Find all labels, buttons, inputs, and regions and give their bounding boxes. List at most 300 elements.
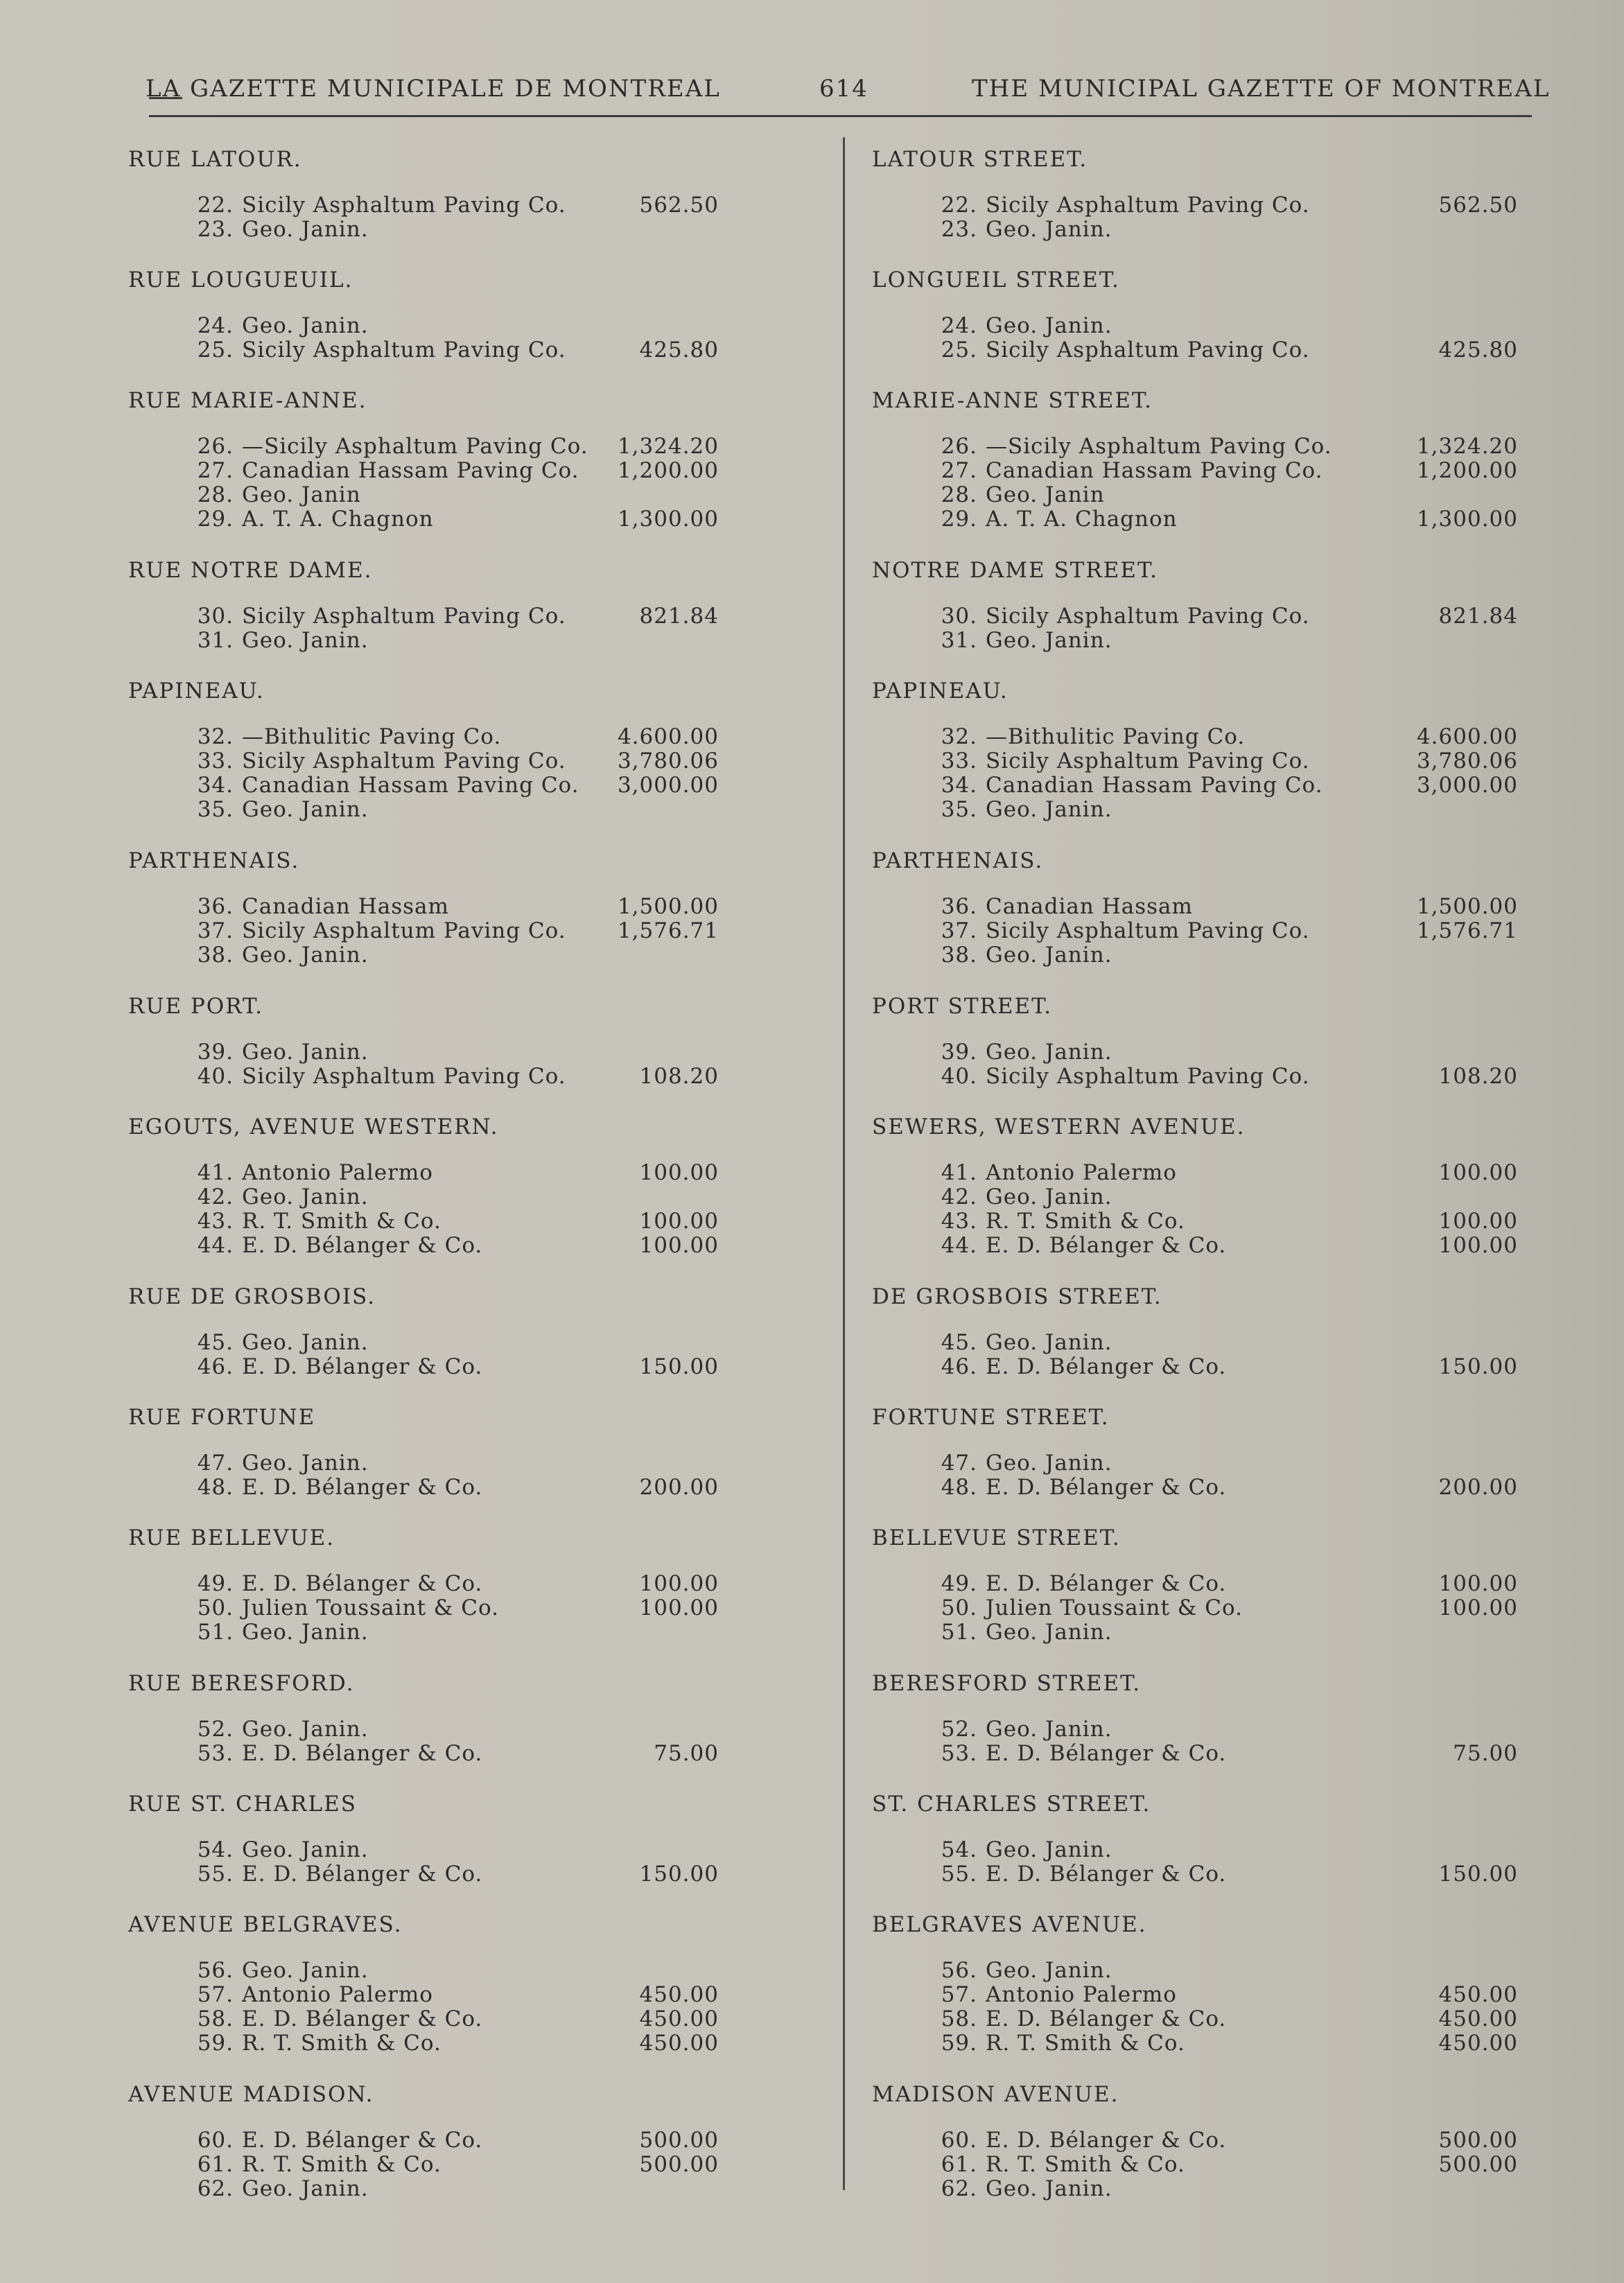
section: [128, 1397, 821, 1517]
tender-number: 62.: [941, 2176, 977, 2201]
tender-number: 22.: [941, 193, 977, 218]
section: [128, 1904, 821, 2074]
tender-row: [922, 2128, 1573, 2152]
tender-amount: 821.84: [639, 604, 719, 629]
tenderer-name: Antonio Palermo: [242, 1982, 433, 2007]
section: [128, 986, 821, 1106]
tenderer-name: R. T. Smith & Co.: [242, 2031, 442, 2056]
tender-number: 54.: [197, 1837, 234, 1862]
tender-amount: 3,000.00: [1416, 773, 1518, 798]
tenderer-name: E. D. Bélanger & Co.: [242, 1741, 483, 1766]
tender-row: [922, 1717, 1573, 1741]
tender-number: 39.: [941, 1040, 977, 1065]
tenderer-name: Geo. Janin.: [986, 628, 1112, 653]
tender-amount: 108.20: [639, 1064, 719, 1089]
tenderer-name: Canadian Hassam Paving Co.: [986, 773, 1323, 798]
tenderer-name: Geo. Janin.: [242, 1837, 369, 1862]
tenderer-name: Antonio Palermo: [986, 1160, 1177, 1185]
tender-number: 38.: [197, 943, 234, 968]
tender-row: [922, 1064, 1573, 1088]
tender-list: [178, 1837, 830, 1886]
tenderer-name: Geo. Janin.: [242, 1330, 369, 1355]
tender-number: 49.: [941, 1571, 977, 1596]
section: [872, 840, 1565, 986]
tender-row: [922, 338, 1573, 362]
french-column: [128, 139, 821, 2219]
tender-number: 52.: [197, 1717, 234, 1742]
tender-row: [178, 1451, 830, 1475]
tender-row: [178, 1184, 830, 1209]
tender-row: [922, 1040, 1573, 1064]
tender-row: [922, 918, 1573, 943]
tenderer-name: Geo. Janin.: [986, 1837, 1112, 1862]
tender-number: 58.: [197, 2006, 234, 2031]
section-title: MARIE-ANNE STREET.: [872, 388, 1153, 413]
section: [128, 840, 821, 986]
tender-number: 48.: [197, 1475, 234, 1500]
tender-list: [922, 1717, 1573, 1765]
tender-row: [178, 1862, 830, 1886]
tender-row: [178, 507, 830, 531]
tender-row: [178, 918, 830, 943]
tender-number: 22.: [197, 193, 234, 218]
tender-row: [922, 724, 1573, 749]
section-title: ST. CHARLES STREET.: [872, 1792, 1151, 1817]
tender-number: 31.: [941, 628, 977, 653]
tender-amount: 100.00: [639, 1595, 719, 1620]
tender-amount: 500.00: [639, 2128, 719, 2153]
tender-list: [922, 724, 1573, 821]
tender-row: [922, 1958, 1573, 1982]
tender-amount: 425.80: [1438, 338, 1518, 362]
tenderer-name: —Sicily Asphaltum Paving Co.: [242, 434, 588, 459]
tender-number: 29.: [197, 507, 234, 532]
tenderer-name: Geo. Janin.: [242, 2176, 369, 2201]
tender-list: [178, 434, 830, 531]
tenderer-name: Geo. Janin.: [986, 1040, 1112, 1065]
tender-list: [178, 193, 830, 241]
tenderer-name: R. T. Smith & Co.: [986, 2031, 1185, 2056]
tender-list: [178, 604, 830, 652]
tenderer-name: Geo. Janin: [242, 482, 361, 507]
tender-amount: 150.00: [639, 1862, 719, 1887]
tender-amount: 100.00: [1438, 1571, 1518, 1596]
tender-row: [178, 458, 830, 482]
section-title: BERESFORD STREET.: [872, 1671, 1142, 1696]
tender-row: [922, 1741, 1573, 1765]
tender-row: [922, 773, 1573, 797]
tenderer-name: Julien Toussaint & Co.: [986, 1595, 1243, 1620]
tender-number: 54.: [941, 1837, 977, 1862]
tender-amount: 1,200.00: [617, 458, 719, 483]
section-title: RUE BELLEVUE.: [128, 1525, 335, 1550]
tender-amount: 100.00: [1438, 1160, 1518, 1185]
page-number: 614: [819, 75, 868, 103]
section: [872, 1397, 1565, 1517]
tender-list: [178, 313, 830, 362]
tender-number: 49.: [197, 1571, 234, 1596]
tender-row: [922, 2031, 1573, 2055]
tenderer-name: Geo. Janin.: [986, 943, 1112, 968]
tender-row: [922, 1330, 1573, 1354]
section-title: RUE NOTRE DAME.: [128, 558, 373, 583]
tenderer-name: Geo. Janin: [986, 482, 1105, 507]
tender-number: 42.: [197, 1184, 234, 1209]
tender-number: 30.: [941, 604, 977, 629]
tender-amount: 150.00: [1438, 1862, 1518, 1887]
tender-row: [922, 313, 1573, 338]
tender-amount: 100.00: [639, 1233, 719, 1258]
tenderer-name: E. D. Bélanger & Co.: [242, 1862, 483, 1887]
section-title: RUE DE GROSBOIS.: [128, 1284, 376, 1309]
tenderer-name: E. D. Bélanger & Co.: [986, 1571, 1227, 1596]
tender-row: [922, 1209, 1573, 1233]
tenderer-name: Sicily Asphaltum Paving Co.: [986, 338, 1310, 362]
tenderer-name: Canadian Hassam Paving Co.: [242, 458, 579, 483]
tender-amount: 200.00: [1438, 1475, 1518, 1500]
tenderer-name: Geo. Janin.: [242, 1184, 369, 1209]
tender-row: [178, 1741, 830, 1765]
tenderer-name: Geo. Janin.: [986, 797, 1112, 822]
tenderer-name: Geo. Janin.: [986, 1620, 1112, 1645]
tender-amount: 100.00: [1438, 1233, 1518, 1258]
section: [128, 139, 821, 259]
tender-amount: 100.00: [639, 1571, 719, 1596]
tender-list: [922, 1837, 1573, 1886]
tender-number: 36.: [941, 894, 977, 919]
tender-number: 51.: [197, 1620, 234, 1645]
tender-amount: 150.00: [639, 1354, 719, 1379]
tender-amount: 100.00: [1438, 1595, 1518, 1620]
tender-number: 37.: [197, 918, 234, 943]
section-title: RUE LOUGUEUIL.: [128, 268, 353, 292]
tenderer-name: Geo. Janin.: [242, 1040, 369, 1065]
tenderer-name: E. D. Bélanger & Co.: [242, 1475, 483, 1500]
tenderer-name: E. D. Bélanger & Co.: [986, 1233, 1227, 1258]
tender-row: [178, 1233, 830, 1257]
tender-number: 25.: [941, 338, 977, 362]
section-title: AVENUE MADISON.: [128, 2082, 374, 2107]
tender-list: [178, 1330, 830, 1379]
tender-amount: 75.00: [654, 1741, 719, 1766]
tender-amount: 1,500.00: [1416, 894, 1518, 919]
tender-list: [922, 1958, 1573, 2055]
tenderer-name: Canadian Hassam: [242, 894, 449, 919]
tender-number: 41.: [941, 1160, 977, 1185]
tender-amount: 1,576.71: [617, 918, 719, 943]
tender-number: 51.: [941, 1620, 977, 1645]
tender-row: [922, 2176, 1573, 2201]
section: [872, 1276, 1565, 1397]
section-title: MADISON AVENUE.: [872, 2082, 1119, 2107]
tender-amount: 100.00: [639, 1209, 719, 1234]
tender-row: [178, 2128, 830, 2152]
tender-amount: 200.00: [639, 1475, 719, 1500]
tender-number: 56.: [197, 1958, 234, 1983]
section: [872, 986, 1565, 1106]
tender-amount: 3,780.06: [617, 749, 719, 773]
tender-number: 61.: [941, 2152, 977, 2177]
tender-list: [178, 1958, 830, 2055]
tender-row: [178, 943, 830, 967]
section: [872, 1783, 1565, 1904]
tender-number: 52.: [941, 1717, 977, 1742]
section: [128, 550, 821, 670]
tender-row: [178, 749, 830, 773]
tenderer-name: —Bithulitic Paving Co.: [986, 724, 1246, 749]
section-title: SEWERS, WESTERN AVENUE.: [872, 1114, 1246, 1139]
tenderer-name: E. D. Bélanger & Co.: [986, 1354, 1227, 1379]
tender-list: [178, 1571, 830, 1644]
tender-number: 24.: [941, 313, 977, 338]
tenderer-name: Sicily Asphaltum Paving Co.: [986, 604, 1310, 629]
tenderer-name: Geo. Janin.: [242, 1451, 369, 1476]
tender-row: [178, 1209, 830, 1233]
tenderer-name: Geo. Janin.: [242, 313, 369, 338]
tender-amount: 108.20: [1438, 1064, 1518, 1089]
tender-row: [178, 2176, 830, 2201]
tenderer-name: Sicily Asphaltum Paving Co.: [242, 749, 566, 773]
section-title: AVENUE BELGRAVES.: [128, 1912, 403, 1937]
tenderer-name: Sicily Asphaltum Paving Co.: [242, 193, 566, 218]
tender-row: [178, 2152, 830, 2176]
tender-number: 48.: [941, 1475, 977, 1500]
tender-row: [922, 604, 1573, 628]
tenderer-name: Geo. Janin.: [986, 1184, 1112, 1209]
section: [872, 380, 1565, 550]
tenderer-name: R. T. Smith & Co.: [242, 1209, 442, 1234]
tender-number: 60.: [941, 2128, 977, 2153]
tenderer-name: Geo. Janin.: [986, 217, 1112, 242]
tender-list: [922, 1160, 1573, 1257]
tenderer-name: Sicily Asphaltum Paving Co.: [986, 1064, 1310, 1089]
tender-number: 33.: [941, 749, 977, 773]
tender-row: [178, 338, 830, 362]
header-rule: [149, 115, 1532, 117]
tenderer-name: Sicily Asphaltum Paving Co.: [986, 193, 1310, 218]
section: [872, 1517, 1565, 1663]
tender-row: [178, 773, 830, 797]
tender-number: 40.: [197, 1064, 234, 1089]
tender-row: [178, 894, 830, 918]
tenderer-name: Antonio Palermo: [986, 1982, 1177, 2007]
tender-number: 45.: [197, 1330, 234, 1355]
tender-row: [922, 1862, 1573, 1886]
tenderer-name: Geo. Janin.: [986, 1958, 1112, 1983]
tender-list: [922, 1451, 1573, 1499]
tender-amount: 450.00: [639, 1982, 719, 2007]
tender-row: [922, 1160, 1573, 1184]
tenderer-name: R. T. Smith & Co.: [986, 1209, 1185, 1234]
tender-number: 57.: [197, 1982, 234, 2007]
tender-row: [922, 1837, 1573, 1862]
tenderer-name: Canadian Hassam Paving Co.: [242, 773, 579, 798]
tender-amount: 4.600.00: [1416, 724, 1518, 749]
tender-amount: 1,500.00: [617, 894, 719, 919]
section: [128, 1276, 821, 1397]
tender-list: [178, 1160, 830, 1257]
section-title: EGOUTS, AVENUE WESTERN.: [128, 1114, 499, 1139]
tender-number: 57.: [941, 1982, 977, 2007]
tender-number: 60.: [197, 2128, 234, 2153]
tender-number: 53.: [941, 1741, 977, 1766]
tender-row: [922, 1233, 1573, 1257]
tender-amount: 500.00: [1438, 2128, 1518, 2153]
tender-number: 24.: [197, 313, 234, 338]
tender-amount: 500.00: [639, 2152, 719, 2177]
tender-row: [178, 1330, 830, 1354]
tender-number: 35.: [197, 797, 234, 822]
tender-row: [922, 1475, 1573, 1499]
tender-row: [178, 193, 830, 217]
tender-number: 38.: [941, 943, 977, 968]
tenderer-name: E. D. Bélanger & Co.: [986, 2128, 1227, 2153]
tender-row: [922, 749, 1573, 773]
tender-number: 62.: [197, 2176, 234, 2201]
tender-number: 26.: [197, 434, 234, 459]
tender-list: [922, 193, 1573, 241]
section: [872, 259, 1565, 380]
tender-number: 53.: [197, 1741, 234, 1766]
tender-row: [922, 1595, 1573, 1620]
tenderer-name: Sicily Asphaltum Paving Co.: [986, 918, 1310, 943]
tender-row: [922, 2006, 1573, 2031]
tender-list: [922, 1040, 1573, 1088]
tenderer-name: Geo. Janin.: [242, 1717, 369, 1742]
tender-amount: 562.50: [1438, 193, 1518, 218]
tender-list: [922, 604, 1573, 652]
tender-row: [922, 2152, 1573, 2176]
section: [128, 1663, 821, 1783]
tender-list: [922, 434, 1573, 531]
section-title: NOTRE DAME STREET.: [872, 558, 1158, 583]
tenderer-name: R. T. Smith & Co.: [986, 2152, 1185, 2177]
section: [128, 259, 821, 380]
tenderer-name: A. T. A. Chagnon: [986, 507, 1178, 532]
tender-row: [178, 604, 830, 628]
tender-number: 25.: [197, 338, 234, 362]
tender-amount: 1,300.00: [1416, 507, 1518, 532]
tender-amount: 821.84: [1438, 604, 1518, 629]
tender-number: 55.: [197, 1862, 234, 1887]
section: [872, 550, 1565, 670]
section: [872, 1904, 1565, 2074]
tender-number: 55.: [941, 1862, 977, 1887]
tender-amount: 562.50: [639, 193, 719, 218]
tender-amount: 450.00: [639, 2031, 719, 2056]
tenderer-name: Geo. Janin.: [242, 797, 369, 822]
tender-number: 61.: [197, 2152, 234, 2177]
tender-number: 34.: [941, 773, 977, 798]
section-title: DE GROSBOIS STREET.: [872, 1284, 1162, 1309]
tenderer-name: Julien Toussaint & Co.: [242, 1595, 499, 1620]
tender-row: [922, 482, 1573, 507]
english-column: [872, 139, 1565, 2219]
tender-row: [178, 797, 830, 821]
tender-amount: 1,576.71: [1416, 918, 1518, 943]
section-title: PARTHENAIS.: [128, 848, 300, 873]
tenderer-name: E. D. Bélanger & Co.: [986, 1475, 1227, 1500]
tender-row: [178, 2006, 830, 2031]
tender-row: [178, 2031, 830, 2055]
tender-number: 50.: [941, 1595, 977, 1620]
tender-row: [922, 1982, 1573, 2006]
section: [872, 2074, 1565, 2219]
tender-number: 36.: [197, 894, 234, 919]
tender-list: [178, 1717, 830, 1765]
header-english-title: THE MUNICIPAL GAZETTE OF MONTREAL: [972, 75, 1551, 103]
section: [128, 1783, 821, 1904]
tenderer-name: Canadian Hassam Paving Co.: [986, 458, 1323, 483]
tender-number: 42.: [941, 1184, 977, 1209]
tender-amount: 450.00: [1438, 1982, 1518, 2007]
tender-list: [178, 1040, 830, 1088]
tender-number: 23.: [197, 217, 234, 242]
tenderer-name: Geo. Janin.: [986, 1330, 1112, 1355]
tenderer-name: Sicily Asphaltum Paving Co.: [242, 918, 566, 943]
tender-list: [178, 724, 830, 821]
section: [872, 1663, 1565, 1783]
tender-number: 50.: [197, 1595, 234, 1620]
section: [128, 2074, 821, 2219]
section: [128, 1517, 821, 1663]
section-title: PAPINEAU.: [128, 679, 265, 703]
section: [872, 1106, 1565, 1276]
tender-number: 35.: [941, 797, 977, 822]
tenderer-name: E. D. Bélanger & Co.: [242, 2006, 483, 2031]
tenderer-name: E. D. Bélanger & Co.: [242, 1354, 483, 1379]
tender-list: [922, 313, 1573, 362]
tender-number: 59.: [941, 2031, 977, 2056]
tender-row: [178, 1040, 830, 1064]
tender-row: [178, 1717, 830, 1741]
section-title: RUE BERESFORD.: [128, 1671, 355, 1696]
tenderer-name: Sicily Asphaltum Paving Co.: [242, 338, 566, 362]
tenderer-name: Sicily Asphaltum Paving Co.: [986, 749, 1310, 773]
tender-row: [178, 1475, 830, 1499]
tender-row: [178, 1958, 830, 1982]
section-title: BELLEVUE STREET.: [872, 1525, 1121, 1550]
tenderer-name: Sicily Asphaltum Paving Co.: [242, 1064, 566, 1089]
tenderer-name: —Sicily Asphaltum Paving Co.: [986, 434, 1332, 459]
tender-list: [178, 894, 830, 967]
tender-row: [178, 1064, 830, 1088]
tenderer-name: E. D. Bélanger & Co.: [986, 2006, 1227, 2031]
tender-row: [922, 628, 1573, 652]
tender-amount: 500.00: [1438, 2152, 1518, 2177]
tender-number: 46.: [941, 1354, 977, 1379]
tender-number: 34.: [197, 773, 234, 798]
tender-amount: 100.00: [1438, 1209, 1518, 1234]
tender-row: [178, 217, 830, 241]
tenderer-name: Geo. Janin.: [986, 2176, 1112, 2201]
tender-list: [178, 2128, 830, 2201]
tender-row: [922, 1571, 1573, 1595]
tender-row: [178, 1837, 830, 1862]
tender-row: [922, 1451, 1573, 1475]
tender-row: [178, 313, 830, 338]
tender-row: [178, 628, 830, 652]
tenderer-name: Canadian Hassam: [986, 894, 1193, 919]
tender-number: 43.: [197, 1209, 234, 1234]
tenderer-name: Geo. Janin.: [242, 628, 369, 653]
tender-number: 43.: [941, 1209, 977, 1234]
tender-number: 23.: [941, 217, 977, 242]
tender-list: [922, 1330, 1573, 1379]
header-french-title: LA GAZETTE MUNICIPALE DE MONTREAL: [146, 75, 721, 103]
tender-row: [178, 1620, 830, 1644]
tender-row: [178, 724, 830, 749]
